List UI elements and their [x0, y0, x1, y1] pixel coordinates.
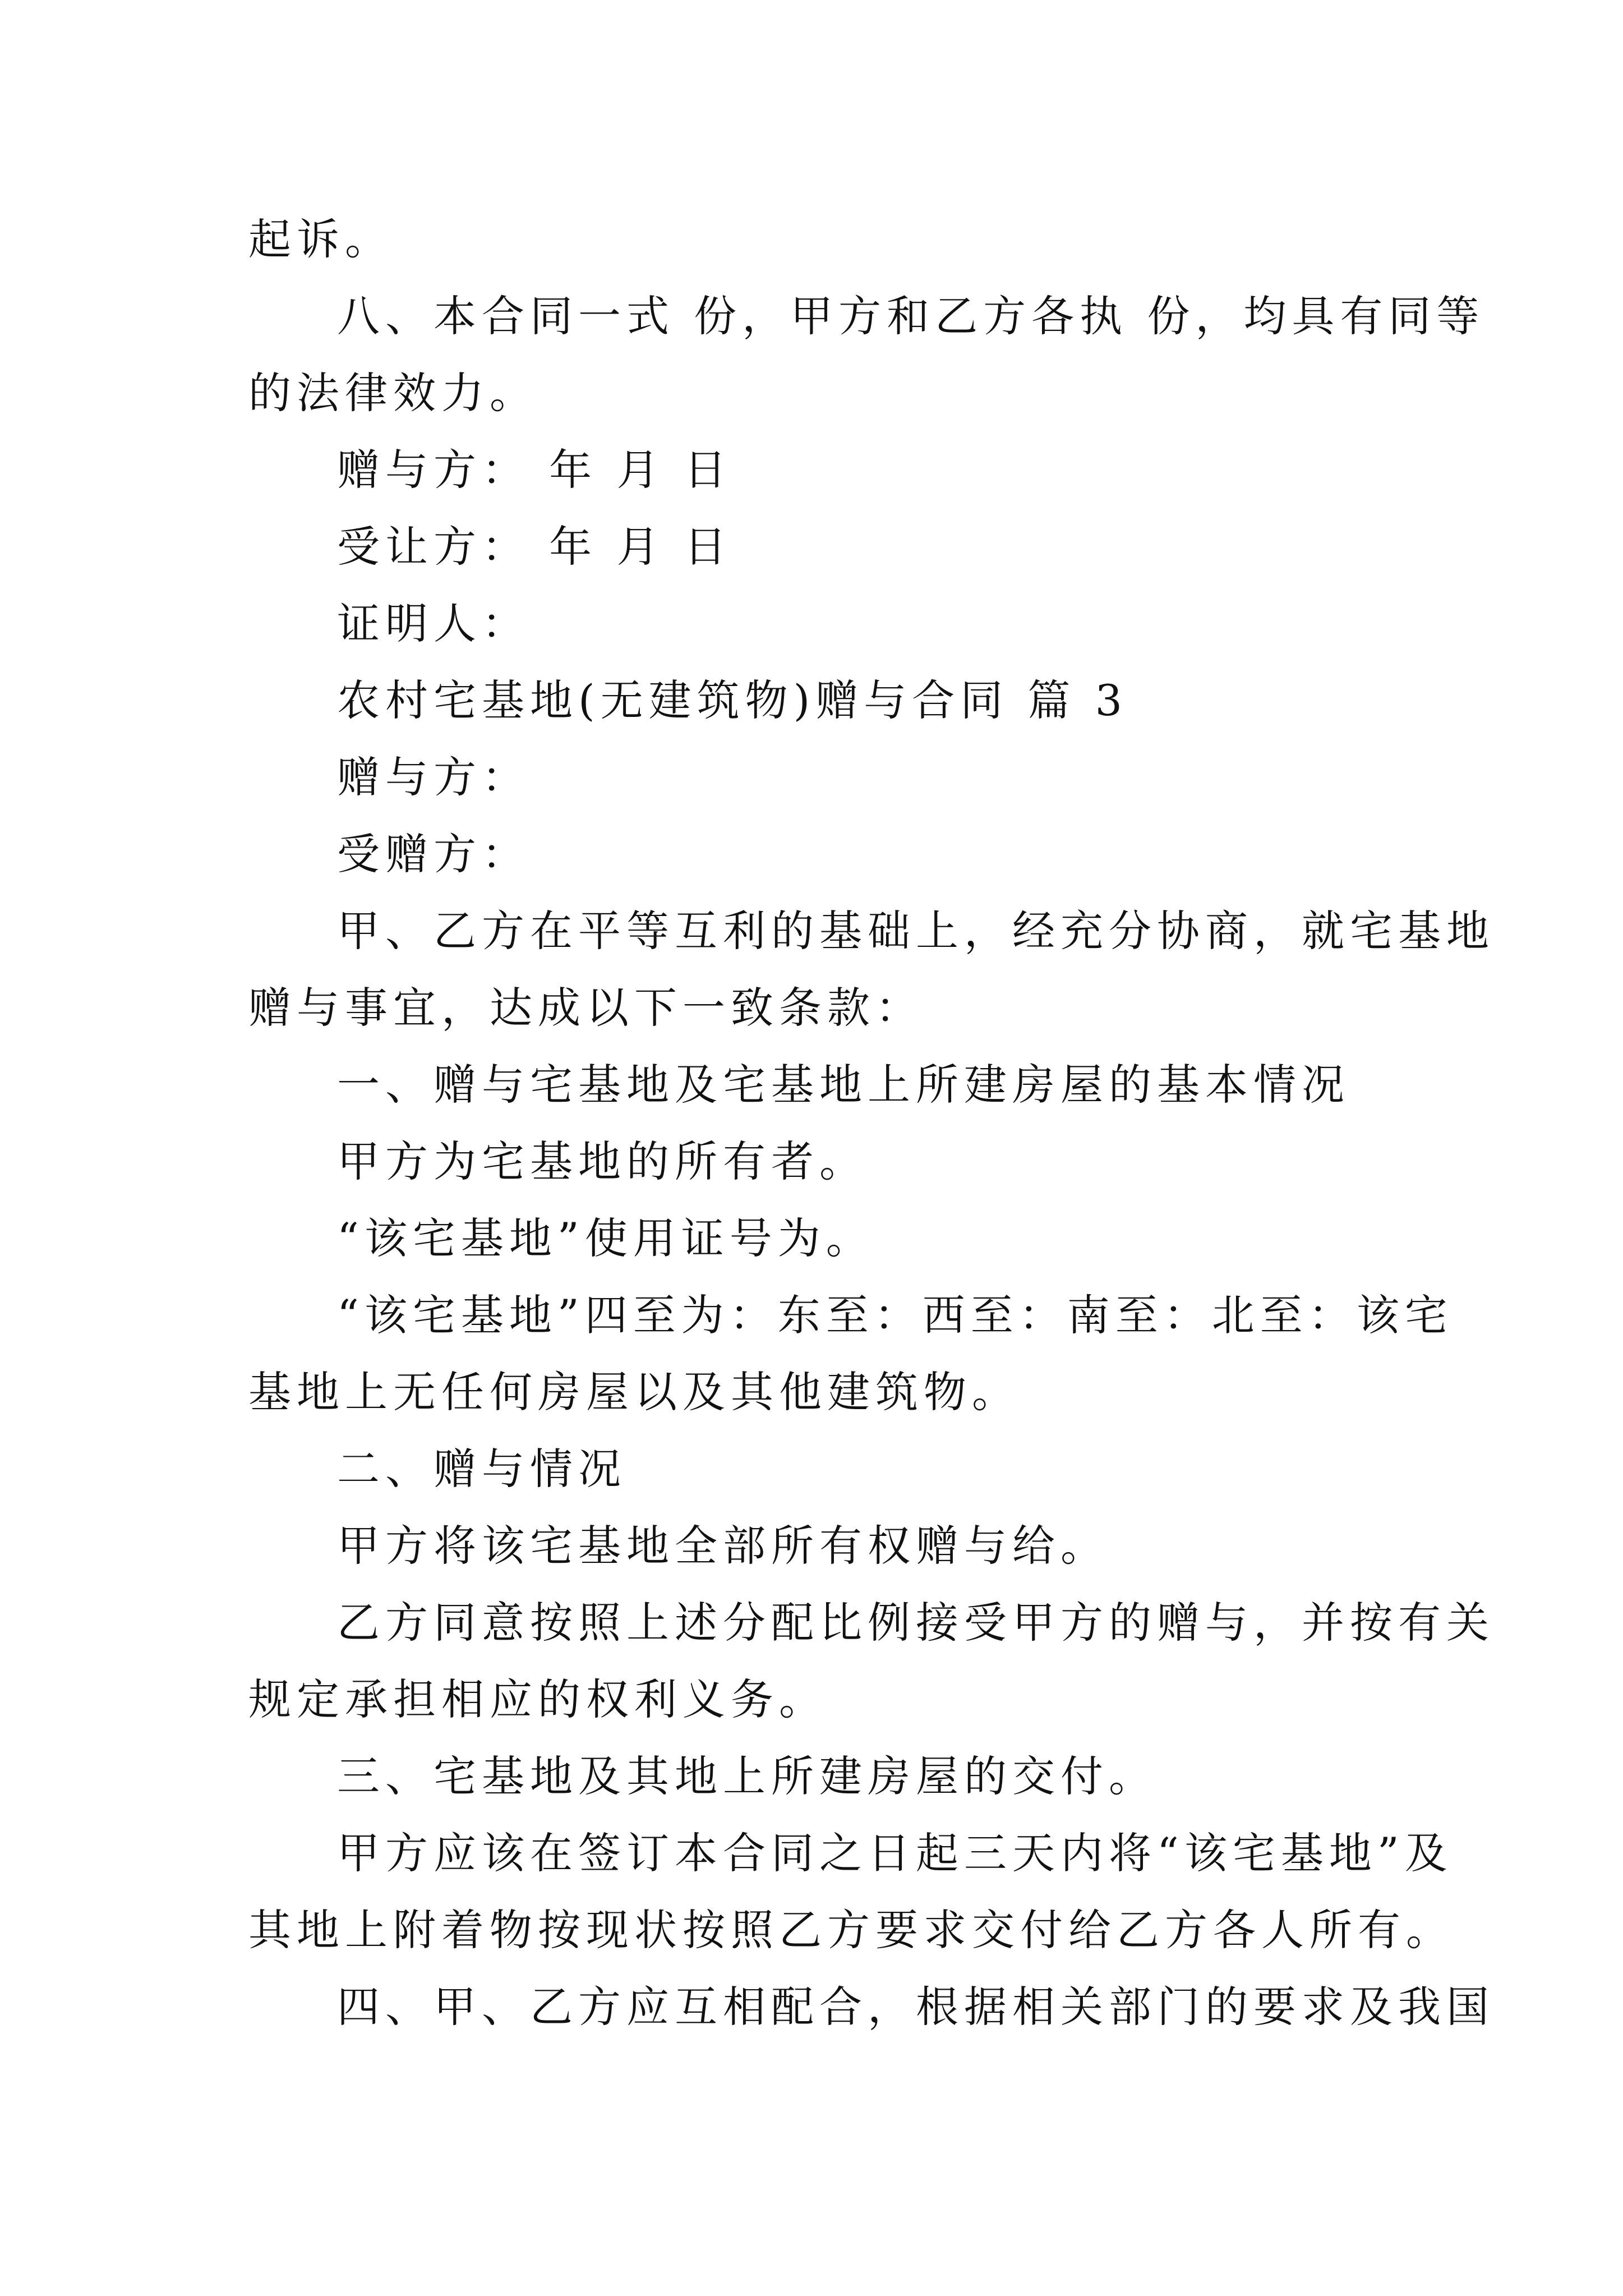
- text-line: 甲方应该在签订本合同之日起三天内将“该宅基地”及: [337, 1828, 1453, 1878]
- donor-signature-line: 赠与方： 年 月 日: [337, 445, 732, 495]
- witness-line: 证明人：: [337, 599, 530, 648]
- clause-3-heading: 三、宅基地及其地上所建房屋的交付。: [337, 1751, 1157, 1801]
- clause-4-heading: 四、甲、乙方应互相配合，根据相关部门的要求及我国: [337, 1982, 1495, 2032]
- text-line: “该宅基地”四至为：东至：西至：南至：北至：该宅: [337, 1290, 1453, 1340]
- donee-line: 受赠方：: [337, 829, 530, 879]
- text-line: 的法律效力。: [248, 368, 538, 418]
- text-line: 甲方将该宅基地全部所有权赠与给。: [337, 1521, 1109, 1571]
- recipient-signature-line: 受让方： 年 月 日: [337, 522, 732, 572]
- donor-line: 赠与方：: [337, 752, 530, 802]
- clause-1-heading: 一、赠与宅基地及宅基地上所建房屋的基本情况: [337, 1060, 1350, 1110]
- text-line: 赠与事宜，达成以下一致条款：: [248, 983, 924, 1033]
- text-line: 其地上附着物按现状按照乙方要求交付给乙方各人所有。: [248, 1905, 1454, 1955]
- text-line: 乙方同意按照上述分配比例接受甲方的赠与，并按有关: [337, 1598, 1495, 1648]
- text-line: “该宅基地”使用证号为。: [337, 1213, 874, 1263]
- text-line: 规定承担相应的权利义务。: [248, 1674, 827, 1724]
- document-body: [248, 201, 1495, 2045]
- text-line: 起诉。: [248, 214, 393, 264]
- text-line: 基地上无任何房屋以及其他建筑物。: [248, 1367, 1020, 1417]
- clause-2-heading: 二、赠与情况: [337, 1444, 626, 1494]
- preamble: 甲、乙方在平等互利的基础上，经充分协商，就宅基地: [337, 906, 1495, 956]
- text-line: 甲方为宅基地的所有者。: [337, 1137, 868, 1186]
- section-title: 农村宅基地(无建筑物)赠与合同 篇 3: [337, 675, 1128, 725]
- clause-8: 八、本合同一式 份，甲方和乙方各执 份，均具有同等: [337, 291, 1485, 341]
